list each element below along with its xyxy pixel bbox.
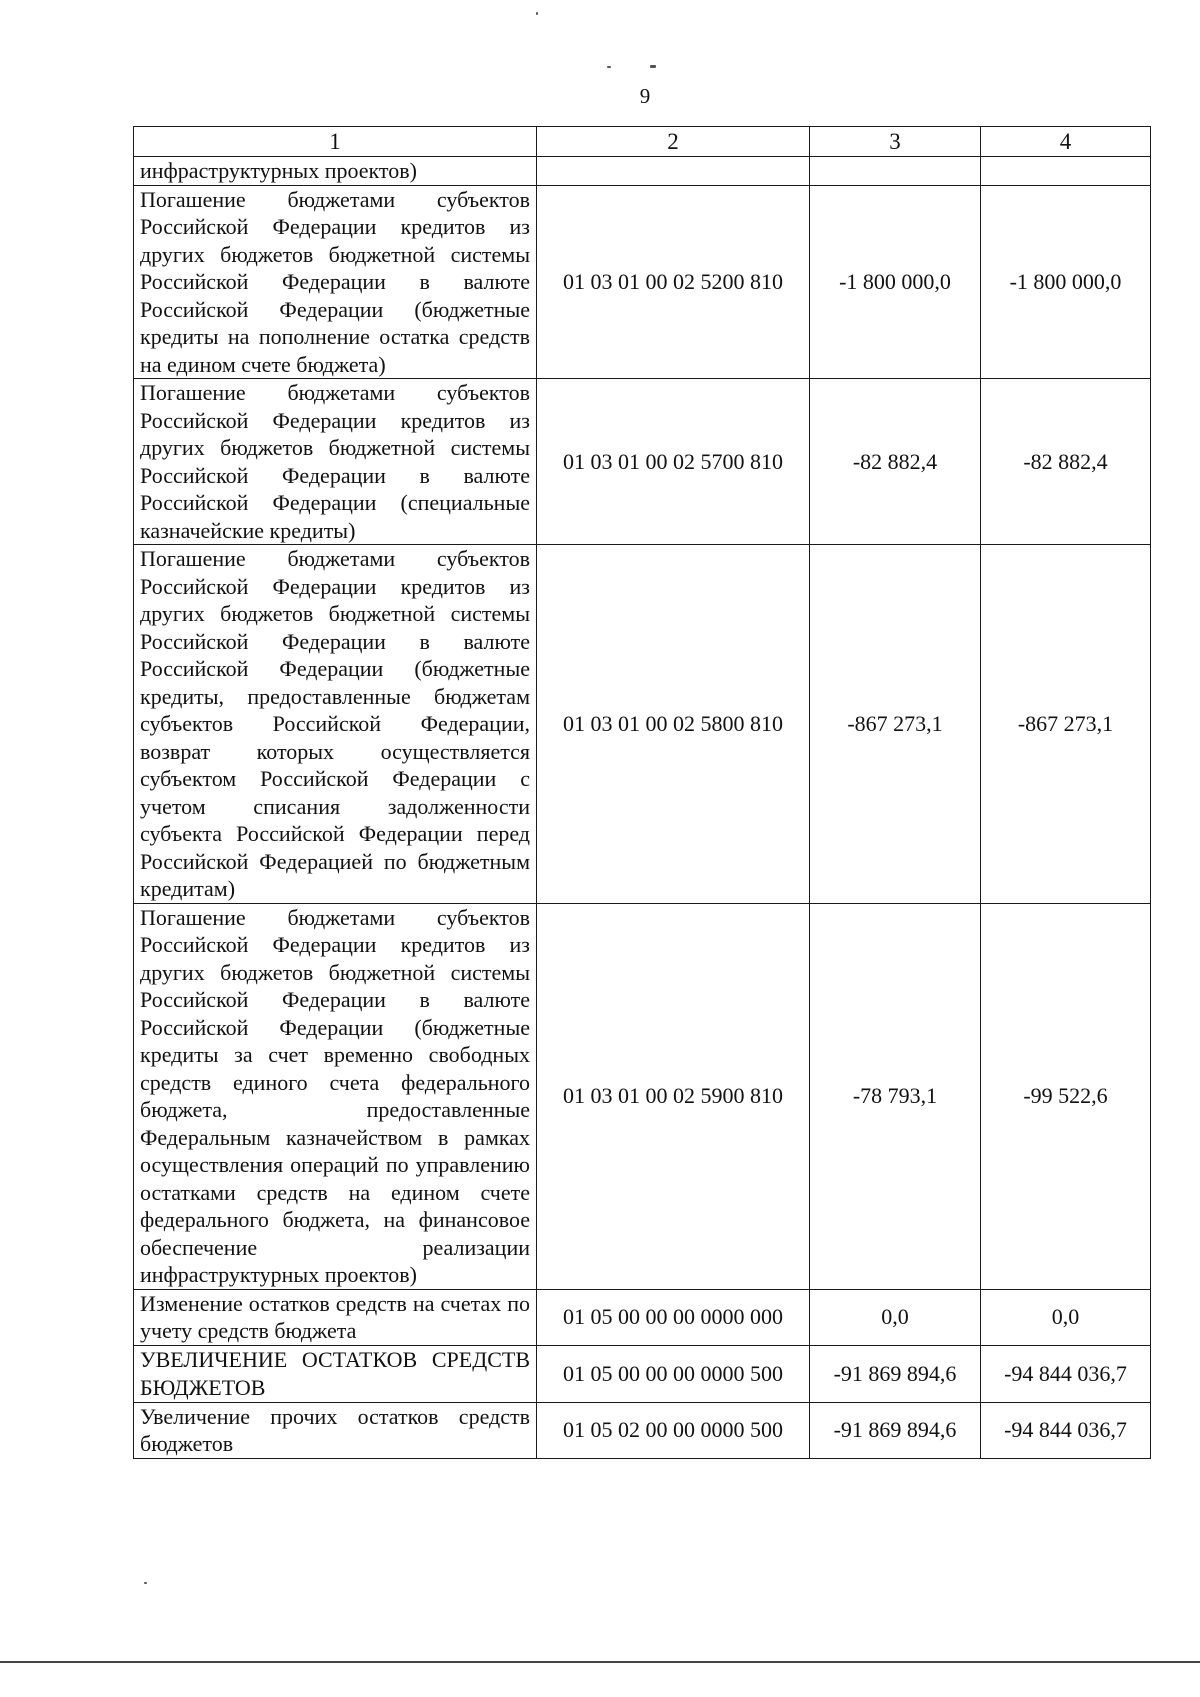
budget-code: 01 05 00 00 00 0000 000 bbox=[537, 1289, 810, 1345]
row-description: Погашение бюджетами субъектов Российской Федерации кредитов из других бюджетов бюджетной системы Российской Федерации в валюте Российской Федерации (специальные казначейские кредиты) bbox=[134, 379, 537, 545]
amount-col4: -99 522,6 bbox=[981, 903, 1151, 1289]
budget-code: 01 05 00 00 00 0000 500 bbox=[537, 1345, 810, 1402]
budget-code: 01 03 01 00 02 5800 810 bbox=[537, 545, 810, 904]
page-number: 9 bbox=[639, 84, 651, 108]
scan-speck bbox=[650, 65, 656, 68]
amount-col3: -82 882,4 bbox=[810, 379, 981, 545]
table-row bbox=[134, 185, 1151, 379]
table-row bbox=[134, 903, 1151, 1289]
budget-code: 01 03 01 00 02 5200 810 bbox=[537, 185, 810, 379]
column-header-3: 3 bbox=[810, 127, 981, 157]
table-row bbox=[134, 1289, 1151, 1345]
column-header-1: 1 bbox=[134, 127, 537, 157]
header-row bbox=[134, 127, 1151, 157]
amount-col3: -91 869 894,6 bbox=[810, 1345, 981, 1402]
table-row bbox=[134, 545, 1151, 904]
row-description: инфраструктурных проектов) bbox=[134, 157, 537, 186]
scan-speck bbox=[607, 66, 611, 68]
row-description: Погашение бюджетами субъектов Российской Федерации кредитов из других бюджетов бюджетной системы Российской Федерации в валюте Российской Федерации (бюджетные кредиты, предоставленные бюджетам субъектов Российской Федерации, возврат которых осуществляется субъектом Российской Федерации с учетом списания задолженности субъекта Российской Федерации перед Российской Федерацией по бюджетным кредитам) bbox=[134, 545, 537, 904]
row-description: УВЕЛИЧЕНИЕ ОСТАТКОВ СРЕДСТВ БЮДЖЕТОВ bbox=[134, 1345, 537, 1402]
row-description: Погашение бюджетами субъектов Российской Федерации кредитов из других бюджетов бюджетной системы Российской Федерации в валюте Российской Федерации (бюджетные кредиты на пополнение остатка средств на едином счете бюджета) bbox=[134, 185, 537, 379]
column-header-4: 4 bbox=[981, 127, 1151, 157]
amount-col4: -94 844 036,7 bbox=[981, 1402, 1151, 1458]
amount-col3: -91 869 894,6 bbox=[810, 1402, 981, 1458]
table-row bbox=[134, 379, 1151, 545]
table-row bbox=[134, 157, 1151, 186]
budget-code: 01 05 02 00 00 0000 500 bbox=[537, 1402, 810, 1458]
amount-col4: -867 273,1 bbox=[981, 545, 1151, 904]
bottom-scan-line bbox=[0, 1661, 1200, 1663]
amount-col3 bbox=[810, 157, 981, 186]
scan-speck bbox=[144, 1582, 147, 1584]
amount-col4: 0,0 bbox=[981, 1289, 1151, 1345]
budget-code: 01 03 01 00 02 5700 810 bbox=[537, 379, 810, 545]
amount-col3: 0,0 bbox=[810, 1289, 981, 1345]
amount-col3: -867 273,1 bbox=[810, 545, 981, 904]
table-row bbox=[134, 1402, 1151, 1458]
amount-col4: -82 882,4 bbox=[981, 379, 1151, 545]
amount-col4: -1 800 000,0 bbox=[981, 185, 1151, 379]
row-description: Погашение бюджетами субъектов Российской Федерации кредитов из других бюджетов бюджетной системы Российской Федерации в валюте Российской Федерации (бюджетные кредиты за счет временно свободных средств единого счета федерального бюджета, предоставленные Федеральным казначейством в рамках осуществления операций по управлению остатками средств на едином счете федерального бюджета, на финансовое обеспечение реализации инфраструктурных проектов) bbox=[134, 903, 537, 1289]
scan-speck bbox=[536, 12, 538, 15]
amount-col3: -78 793,1 bbox=[810, 903, 981, 1289]
column-header-2: 2 bbox=[537, 127, 810, 157]
amount-col4: -94 844 036,7 bbox=[981, 1345, 1151, 1402]
table-row bbox=[134, 1345, 1151, 1402]
amount-col4 bbox=[981, 157, 1151, 186]
budget-sources-table bbox=[133, 126, 1151, 1459]
row-description: Изменение остатков средств на счетах по учету средств бюджета bbox=[134, 1289, 537, 1345]
budget-code bbox=[537, 157, 810, 186]
budget-code: 01 03 01 00 02 5900 810 bbox=[537, 903, 810, 1289]
row-description: Увеличение прочих остатков средств бюджетов bbox=[134, 1402, 537, 1458]
amount-col3: -1 800 000,0 bbox=[810, 185, 981, 379]
